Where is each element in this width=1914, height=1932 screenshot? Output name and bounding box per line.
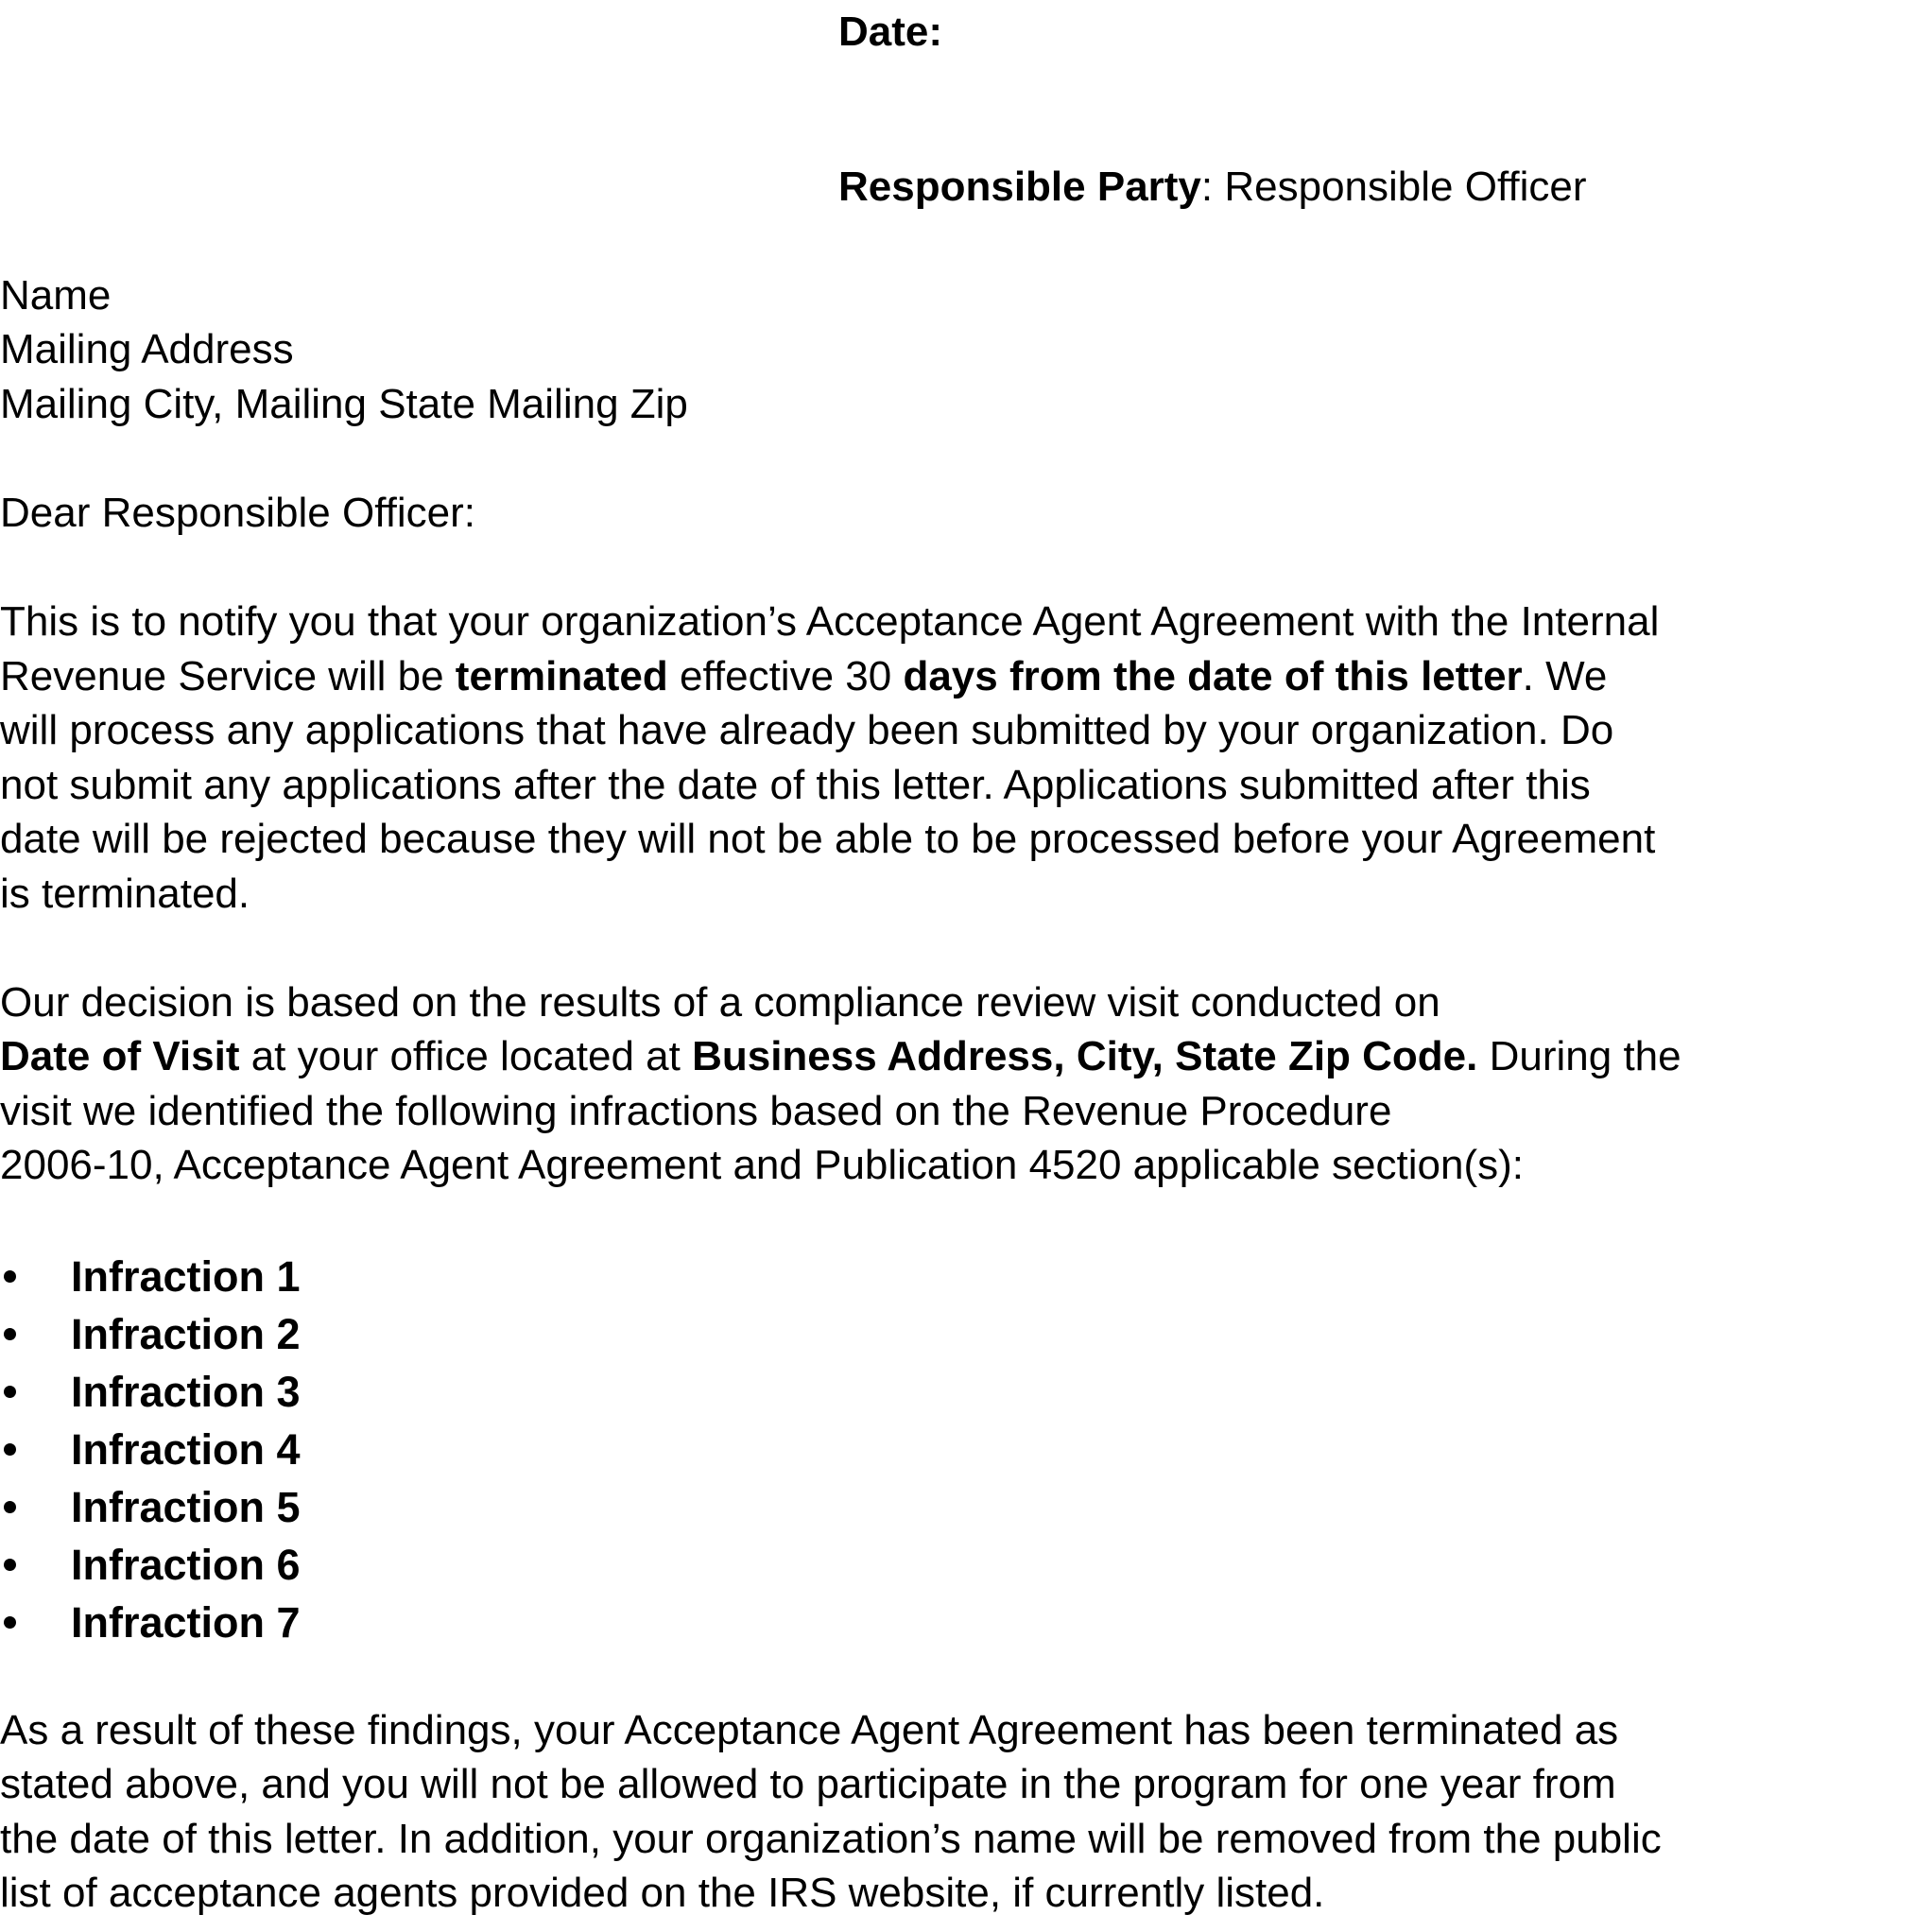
text-run: Revenue Service will be (0, 653, 456, 699)
paragraph-line: will process any applications that have already been submitted by your organization. Do (0, 707, 1614, 753)
infraction-label: Infraction 3 (71, 1368, 301, 1416)
infraction-label: Infraction 5 (71, 1483, 301, 1531)
infraction-label: Infraction 7 (71, 1598, 301, 1647)
paragraph-line (0, 1029, 1681, 1084)
bullet-icon (4, 1270, 16, 1283)
text-run: at your office located at (239, 1033, 693, 1079)
text-run: . We (1522, 653, 1608, 699)
paragraph-line: is terminated. (0, 871, 250, 917)
date-label: Date: (838, 9, 943, 55)
paragraph-line: This is to notify you that your organization’s Acceptance Agent Agreement with the Internal (0, 598, 1660, 645)
infraction-label: Infraction 4 (71, 1425, 301, 1474)
date-line (838, 5, 942, 60)
infraction-label: Infraction 1 (71, 1252, 301, 1301)
paragraph-line: date will be rejected because they will not be able to be processed before your Agreement (0, 816, 1656, 862)
text-run: During the (1477, 1033, 1681, 1079)
paragraph-line: the date of this letter. In addition, your organization’s name will be removed from the public (0, 1816, 1662, 1862)
paragraph-line: visit we identified the following infractions based on the Revenue Procedure (0, 1088, 1392, 1134)
business-address-field: Business Address, City, State Zip Code. (692, 1033, 1478, 1079)
responsible-party-line (838, 160, 1587, 215)
bullet-icon (4, 1616, 16, 1629)
text-run: effective 30 (667, 653, 904, 699)
bullet-icon (4, 1559, 16, 1571)
paragraph-line: stated above, and you will not be allowed to participate in the program for one year from (0, 1761, 1616, 1807)
infraction-label: Infraction 2 (71, 1310, 301, 1358)
responsible-party-label: Responsible Party (838, 164, 1201, 210)
bullet-icon (4, 1501, 16, 1513)
responsible-party-value: Responsible Officer (1213, 164, 1587, 210)
bullet-icon (4, 1443, 16, 1456)
paragraph-line: 2006-10, Acceptance Agent Agreement and Publication 4520 applicable section(s): (0, 1142, 1524, 1188)
paragraph-line: list of acceptance agents provided on the IRS website, if currently listed. (0, 1870, 1325, 1916)
recipient-city-state-zip: Mailing City, Mailing State Mailing Zip (0, 381, 688, 427)
bullet-icon (4, 1328, 16, 1340)
terminated-emphasis: terminated (455, 653, 668, 699)
date-of-visit-field: Date of Visit (0, 1033, 240, 1079)
infraction-label: Infraction 6 (71, 1541, 301, 1589)
effective-period-emphasis: days from the date of this letter (903, 653, 1523, 699)
recipient-mailing-address: Mailing Address (0, 326, 294, 372)
paragraph-line: Our decision is based on the results of a compliance review visit conducted on (0, 979, 1440, 1026)
recipient-name: Name (0, 272, 112, 319)
bullet-icon (4, 1386, 16, 1398)
salutation: Dear Responsible Officer: (0, 490, 475, 536)
paragraph-line (0, 649, 1607, 704)
paragraph-line: not submit any applications after the date of this letter. Applications submitted after this (0, 762, 1591, 808)
paragraph-line: As a result of these findings, your Acceptance Agent Agreement has been terminated as (0, 1707, 1619, 1753)
responsible-party-separator: : (1200, 164, 1214, 210)
